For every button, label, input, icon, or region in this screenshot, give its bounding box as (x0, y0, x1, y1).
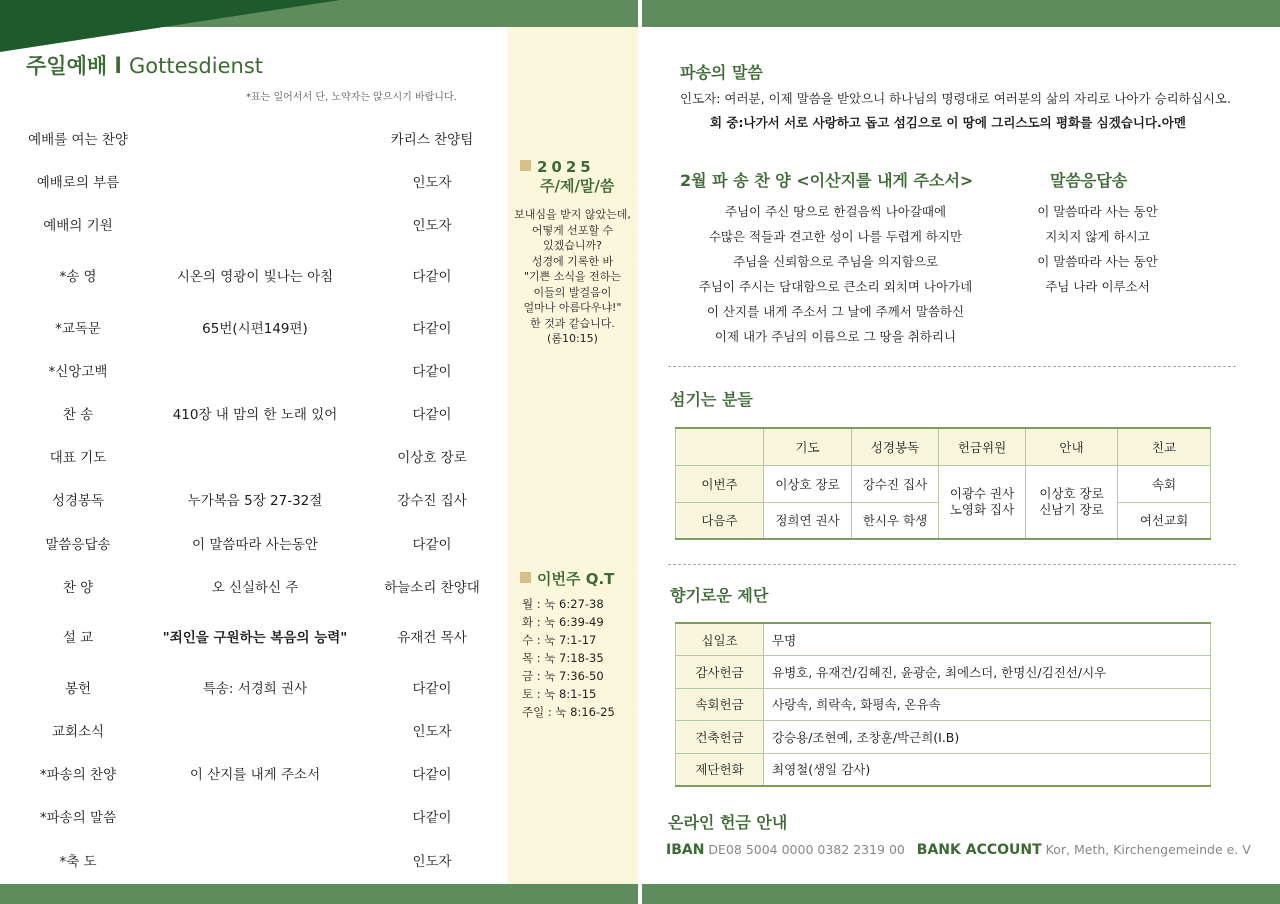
song-lyrics (668, 199, 1003, 349)
order-item: 말씀응답송 (45, 537, 111, 553)
page-fold (638, 0, 642, 904)
theme-line: 얼마나 아름다우냐!" (523, 301, 622, 314)
servants-header-row (676, 428, 1211, 465)
servants-this-week-row (676, 465, 1211, 502)
offering-row (676, 656, 1211, 689)
iban-label: IBAN (666, 842, 705, 858)
qt-item: 목 : 눅 7:18-35 (522, 651, 604, 665)
theme-title: 주/제/말/씀 (540, 177, 615, 195)
order-item: *축 도 (59, 854, 97, 870)
servants-usher-cell (1026, 465, 1118, 539)
order-item: *송 영 (59, 269, 97, 285)
song-line: 이 산지를 내게 주소서 그 날에 주께서 말씀하신 (706, 304, 965, 319)
offering-kind: 감사헌금 (676, 656, 764, 689)
order-item: 성경봉독 (51, 493, 105, 509)
offering-kind: 십일조 (676, 623, 764, 656)
theme-line: 이들의 발걸음이 (533, 285, 612, 299)
servants-col-usher: 안내 (1026, 428, 1118, 465)
theme-line: (롬10:15) (547, 332, 598, 345)
theme-year: 2025 (537, 158, 595, 176)
offering-kind: 제단헌화 (676, 753, 764, 786)
order-detail: 65번(시편149편) (202, 321, 308, 337)
order-leader: 유재건 목사 (397, 630, 467, 646)
bank-account-label: BANK ACCOUNT (916, 842, 1042, 858)
qt-item: 월 : 눅 6:27-38 (522, 597, 604, 611)
order-detail: 특송: 서경희 권사 (202, 681, 308, 697)
top-bar-right (642, 0, 1280, 27)
order-item: *파송의 찬양 (39, 767, 117, 783)
order-detail: 누가복음 5장 27-32절 (187, 493, 323, 509)
square-bullet-icon (520, 160, 531, 171)
standing-note: *표는 일어서서 단, 노약자는 앉으시기 바랍니다. (246, 92, 457, 103)
square-bullet-icon (520, 572, 531, 583)
order-item: *신앙고백 (48, 364, 108, 380)
divider-line (668, 564, 1236, 565)
order-item: 찬 양 (62, 580, 94, 596)
servants-next-prayer: 정희연 권사 (764, 502, 852, 539)
service-title-separator: l (114, 54, 122, 78)
servants-col-reading: 성경봉독 (852, 428, 939, 465)
order-detail: 410장 내 맘의 한 노래 있어 (172, 407, 338, 423)
servants-col-offering: 헌금위원 (939, 428, 1026, 465)
response-song-line: 이 말씀따라 사는 동안 (1037, 254, 1158, 269)
sending-heading: 파송의 말씀 (680, 63, 763, 82)
song-line: 주님이 주시는 담대함으로 큰소리 외치며 나아가네 (698, 279, 973, 294)
service-title (26, 50, 263, 80)
offering-row (676, 753, 1211, 786)
offering-row (676, 721, 1211, 754)
sending-leader-line: 인도자: 여러분, 이제 말씀을 받았으니 하나님의 명령대로 여러분의 삶의 자리로 나아가 승리하십시오. (680, 91, 1231, 106)
order-leader: 강수진 집사 (397, 493, 467, 509)
service-title-ko: 주일예배 (26, 54, 108, 78)
offering-names: 최영철(생일 감사) (764, 753, 1211, 786)
qt-title: 이번주 Q.T (537, 570, 615, 588)
servants-offering-1: 이광수 권사 (949, 485, 1015, 501)
offering-kind: 속회헌금 (676, 688, 764, 721)
servants-usher-1: 이상호 장로 (1039, 485, 1104, 501)
order-leader: 다같이 (412, 269, 452, 285)
sending-people-line: 회 중:나가서 서로 사랑하고 돕고 섬김으로 이 땅에 그리스도의 평화를 심겠습니다.아멘 (710, 115, 1186, 130)
offering-names: 유병호, 유재건/김혜진, 윤광순, 최에스더, 한명신/김진선/시우 (764, 656, 1211, 689)
order-item: 예배로의 부름 (36, 175, 120, 191)
servants-next-reading: 한시우 학생 (852, 502, 939, 539)
theme-line: "기쁜 소식을 전하는 (523, 270, 622, 283)
song-line: 이제 내가 주님의 이름으로 그 땅을 취하리니 (714, 329, 957, 344)
song-heading: 2월 파 송 찬 양 <이산지를 내게 주소서> (680, 171, 974, 190)
order-leader: 인도자 (412, 218, 452, 234)
order-detail: 시온의 영광이 빛나는 아침 (176, 269, 334, 285)
song-line: 주님을 신뢰함으로 주님을 의지함으로 (732, 254, 939, 269)
order-detail: "죄인을 구원하는 복음의 능력" (162, 630, 348, 646)
order-leader: 다같이 (412, 321, 452, 337)
order-item: 찬 송 (62, 407, 94, 423)
theme-line: 한 것과 같습니다. (530, 316, 615, 330)
servants-usher-2: 신남기 장로 (1039, 501, 1104, 517)
order-leader: 다같이 (412, 364, 452, 380)
qt-list (522, 595, 615, 721)
order-leader: 이상호 장로 (397, 450, 467, 466)
servants-offering-2: 노영화 집사 (949, 501, 1015, 517)
service-title-de: Gottesdienst (128, 54, 264, 78)
servants-offering-cell (939, 465, 1026, 539)
response-song-line: 이 말씀따라 사는 동안 (1037, 204, 1158, 219)
servants-corner-cell (676, 428, 764, 465)
offering-names: 무명 (764, 623, 1211, 656)
divider-line (668, 366, 1236, 367)
order-leader: 하늘소리 찬양대 (384, 580, 480, 596)
theme-line: 보내심을 받지 않았는데, (514, 208, 631, 221)
servants-this-reading: 강수진 집사 (852, 465, 939, 502)
order-leader: 카리스 찬양팀 (390, 132, 474, 148)
iban-value: DE08 5004 0000 0382 2319 00 (708, 842, 905, 857)
order-leader: 인도자 (412, 175, 452, 191)
order-leader: 다같이 (412, 681, 452, 697)
order-leader: 다같이 (412, 407, 452, 423)
offering-names: 강승용/조현예, 조창훈/박근희(I.B) (764, 721, 1211, 754)
servants-this-fellowship: 속회 (1118, 465, 1211, 502)
qt-item: 화 : 눅 6:39-49 (522, 615, 604, 629)
qt-item: 토 : 눅 8:1-15 (522, 687, 597, 701)
servants-next-fellowship: 여선교회 (1118, 502, 1211, 539)
response-song-lyrics (1010, 199, 1185, 299)
order-item: 봉헌 (64, 681, 92, 697)
online-heading: 온라인 헌금 안내 (668, 813, 788, 832)
servants-this-week-label: 이번주 (676, 465, 764, 502)
order-leader: 인도자 (412, 724, 452, 740)
order-detail: 이 말씀따라 사는동안 (192, 537, 318, 553)
servants-next-week-label: 다음주 (676, 502, 764, 539)
offerings-table (675, 622, 1211, 787)
order-leader: 다같이 (412, 767, 452, 783)
order-leader: 인도자 (412, 854, 452, 870)
order-item: *파송의 말씀 (39, 810, 117, 826)
response-song-heading: 말씀응답송 (1050, 171, 1128, 190)
order-leader: 다같이 (412, 810, 452, 826)
servants-col-prayer: 기도 (764, 428, 852, 465)
response-song-line: 주님 나라 이루소서 (1045, 279, 1150, 294)
servants-this-prayer: 이상호 장로 (764, 465, 852, 502)
song-line: 수많은 적들과 견고한 성이 나를 두렵게 하지만 (708, 229, 963, 244)
servants-heading: 섬기는 분들 (670, 390, 753, 409)
offering-row (676, 623, 1211, 656)
qt-heading (520, 568, 614, 589)
order-item: 대표 기도 (49, 450, 107, 466)
offering-row (676, 688, 1211, 721)
middle-column (507, 27, 638, 884)
theme-heading (520, 158, 614, 196)
order-item: 설 교 (62, 630, 94, 646)
order-detail: 이 산지를 내게 주소서 (189, 767, 321, 783)
offering-kind: 건축헌금 (676, 721, 764, 754)
order-item: 예배의 기원 (43, 218, 113, 234)
servants-table (675, 427, 1211, 540)
bank-account-value: Kor, Meth, Kirchengemeinde e. V (1045, 842, 1251, 857)
qt-item: 주일 : 눅 8:16-25 (522, 705, 615, 719)
bank-info (666, 842, 1251, 858)
theme-verse (507, 207, 638, 347)
theme-line: 있겠습니까? (543, 239, 602, 252)
offering-names: 사랑속, 희락속, 화평속, 온유속 (764, 688, 1211, 721)
order-leader: 다같이 (412, 537, 452, 553)
servants-col-fellowship: 친교 (1118, 428, 1211, 465)
theme-line: 성경에 기록한 바 (531, 254, 614, 268)
theme-line: 어떻게 선포할 수 (531, 223, 614, 237)
song-line: 주님이 주신 땅으로 한걸음씩 나아갈때에 (724, 204, 947, 219)
offerings-heading: 향기로운 제단 (670, 586, 769, 605)
order-item: 교회소식 (51, 724, 105, 740)
order-item: 예배를 여는 찬양 (28, 132, 128, 148)
qt-item: 금 : 눅 7:36-50 (522, 669, 604, 683)
qt-item: 수 : 눅 7:1-17 (522, 633, 597, 647)
order-detail: 오 신실하신 주 (211, 580, 299, 596)
order-item: *교독문 (55, 321, 101, 337)
response-song-line: 지치지 않게 하시고 (1045, 229, 1150, 244)
